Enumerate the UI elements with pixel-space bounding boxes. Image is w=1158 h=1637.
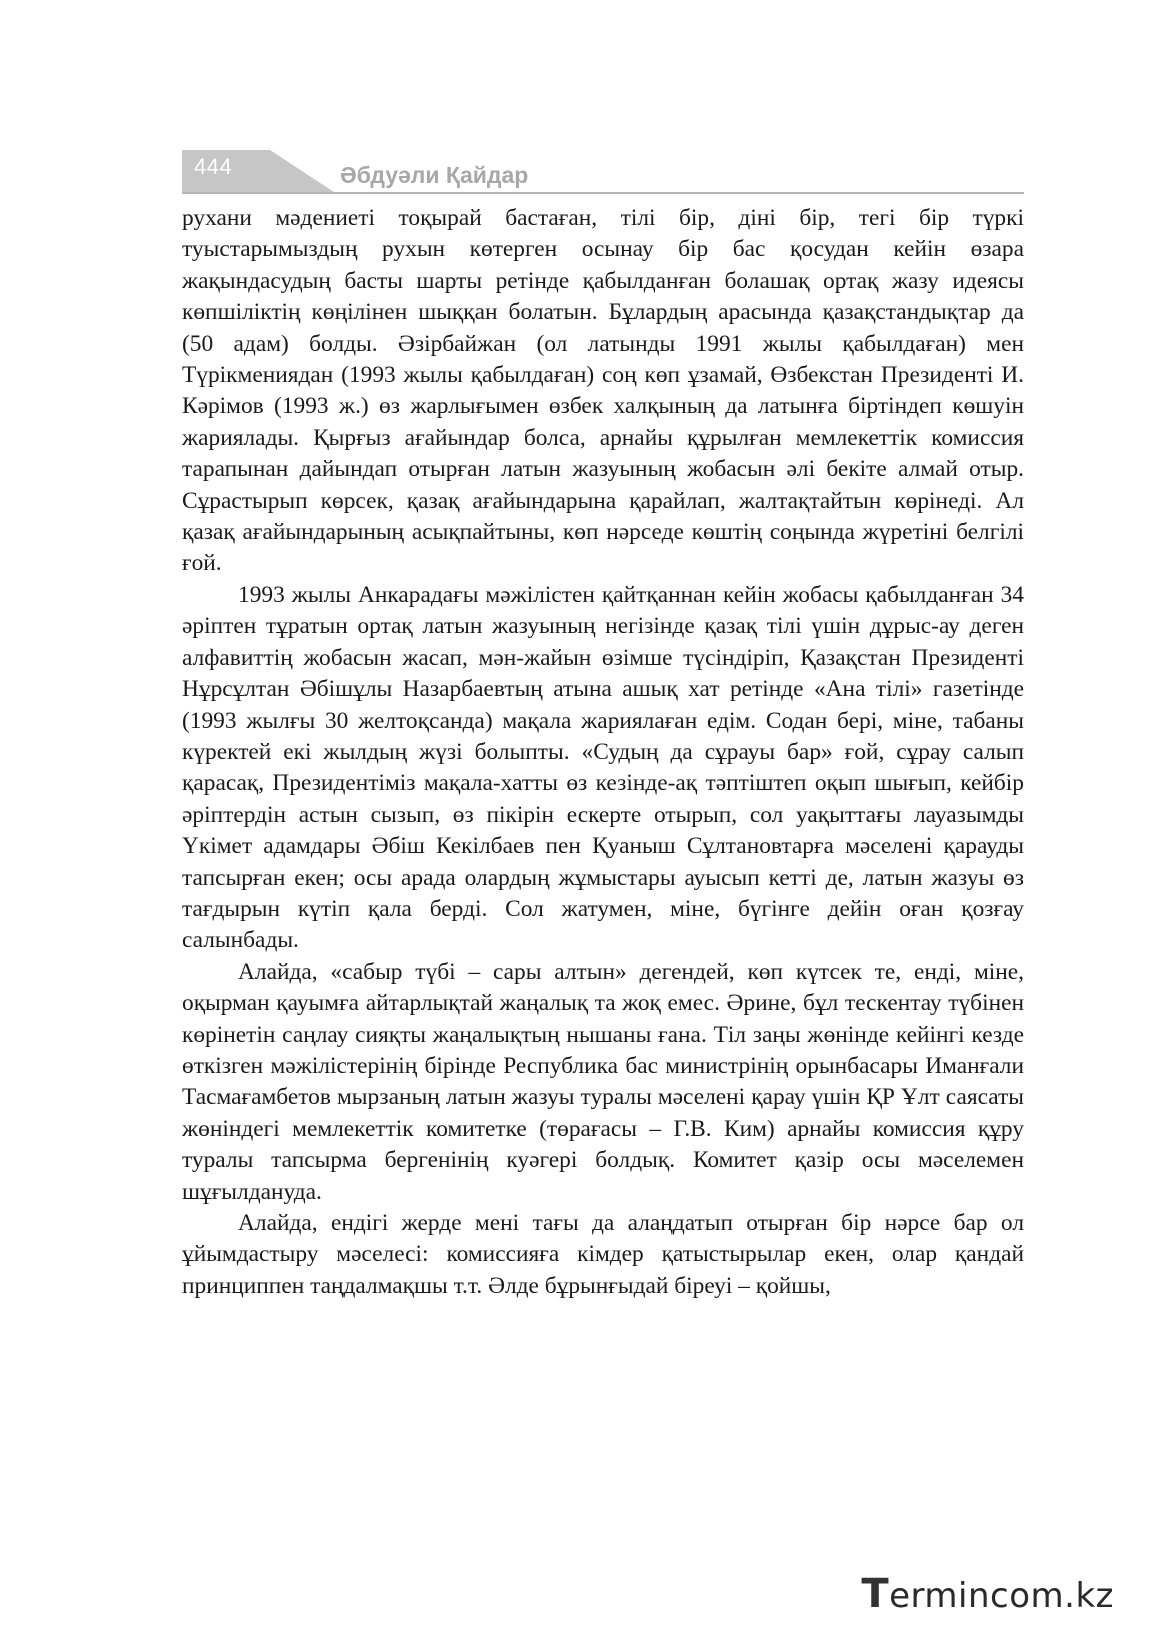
paragraph: Алайда, ендігі жерде мені тағы да алаңдатып отырған бір нәрсе бар ол ұйымдастыру мәселесі: комиссияға кімдер қатыстырылар екен, олар қандай принциппен таңдалмақшы т.т. Әлде бұрынғыдай біреуі – қойшы,	[182, 1210, 1024, 1299]
paragraph: рухани мәдениеті тоқырай бастаған, тілі бір, діні бір, тегі бір түркі туыстарымыздың рухын көтерген осынау бір бас қосудан кейін өзара жақындасудың басты шарты ретінде қабылданған болашақ ортақ жазу идеясы көпшіліктің көңілінен шыққан болатын. Бұлардың арасында қазақстандықтар да (50 адам) болды. Әзірбайжан (ол латынды 1991 жылы қабылдаған) мен Түрікмениядан (1993 жылы қабылдаған) соң көп ұзамай, Өзбекстан Президенті И. Кәрімов (1993 ж.) өз жарлығымен өзбек халқының да латынға біртіндеп көшуін жариялады. Қырғыз ағайындар болса, арнайы құрылған мемлекеттік комиссия тарапынан дайындап отырған латын жазуының жобасын әлі бекіте алмай отыр. Сұрастырып көрсек, қазақ ағайындарына қарайлап, жалтақтайтын көрінеді. Ал қазақ ағайындарының асықпайтыны, көп нәрседе көштің соңында жүретіні белгілі ғой.	[182, 205, 1024, 577]
page-number-tab	[182, 150, 342, 192]
paragraph: Алайда, «сабыр түбі – сары алтын» дегендей, көп күтсек те, енді, міне, оқырман қауымға айтарлықтай жаңалық та жоқ емес. Әрине, бұл тескентау түбінен көрінетін саңлау сияқты жаңалықтың нышаны ғана. Тіл заңы жөнінде кейінгі кезде өткізген мәжілістерінің бірінде Республика бас министрінің орынбасары Иманғали Тасмағамбетов мырзаның латын жазуы туралы мәселені қарау үшін ҚР Ұлт саясаты жөніндегі мемлекеттік комитетке (төрағасы – Г.В. Ким) арнайы комиссия құру туралы тапсырма бергенінің куәгері болдық. Комитет қазір осы мәселемен шұғылдануда.	[182, 958, 1024, 1205]
site-watermark	[861, 1571, 1114, 1617]
page-header	[182, 150, 1024, 194]
page-number: 444	[194, 154, 233, 179]
body-text	[182, 203, 1024, 1302]
running-title: Әбдуәли Қайдар	[340, 162, 529, 188]
paragraph: 1993 жылы Анкарадағы мәжілістен қайтқаннан кейін жобасы қабылданған 34 әріптен тұратын ортақ латын жазуының негізінде қазақ тілі үшін дұрыс-ау деген алфавиттің жобасын жасап, мән-жайын өзімше түсіндіріп, Қазақстан Президенті Нұрсұлтан Әбішұлы Назарбаевтың атына ашық хат ретінде «Ана тілі» газетінде (1993 жылғы 30 желтоқсанда) мақала жариялаған едім. Содан бері, міне, табаны күректей екі жылдың жүзі болыпты. «Судың да сұрауы бар» ғой, сұрау салып қарасақ, Президентіміз мақала-хатты өз кезінде-ақ тәптіштеп оқып шығып, кейбір әріптердін астын сызып, өз пікірін ескерте отырып, сол уақыттағы лауазымды Үкімет адамдары Әбіш Кекілбаев пен Қуаныш Сұлтановтарға мәселені қарауды тапсырған екен; осы арада олардың жұмыстары ауысып кетті де, латын жазуы өз тағдырын күтіп қала берді. Сол жатумен, міне, бүгінге дейін оған қозғау салынбады.	[182, 581, 1024, 954]
header-divider	[182, 192, 1024, 194]
watermark-logo-mark: T	[861, 1571, 890, 1617]
watermark-text: ermincom.kz	[889, 1576, 1114, 1616]
